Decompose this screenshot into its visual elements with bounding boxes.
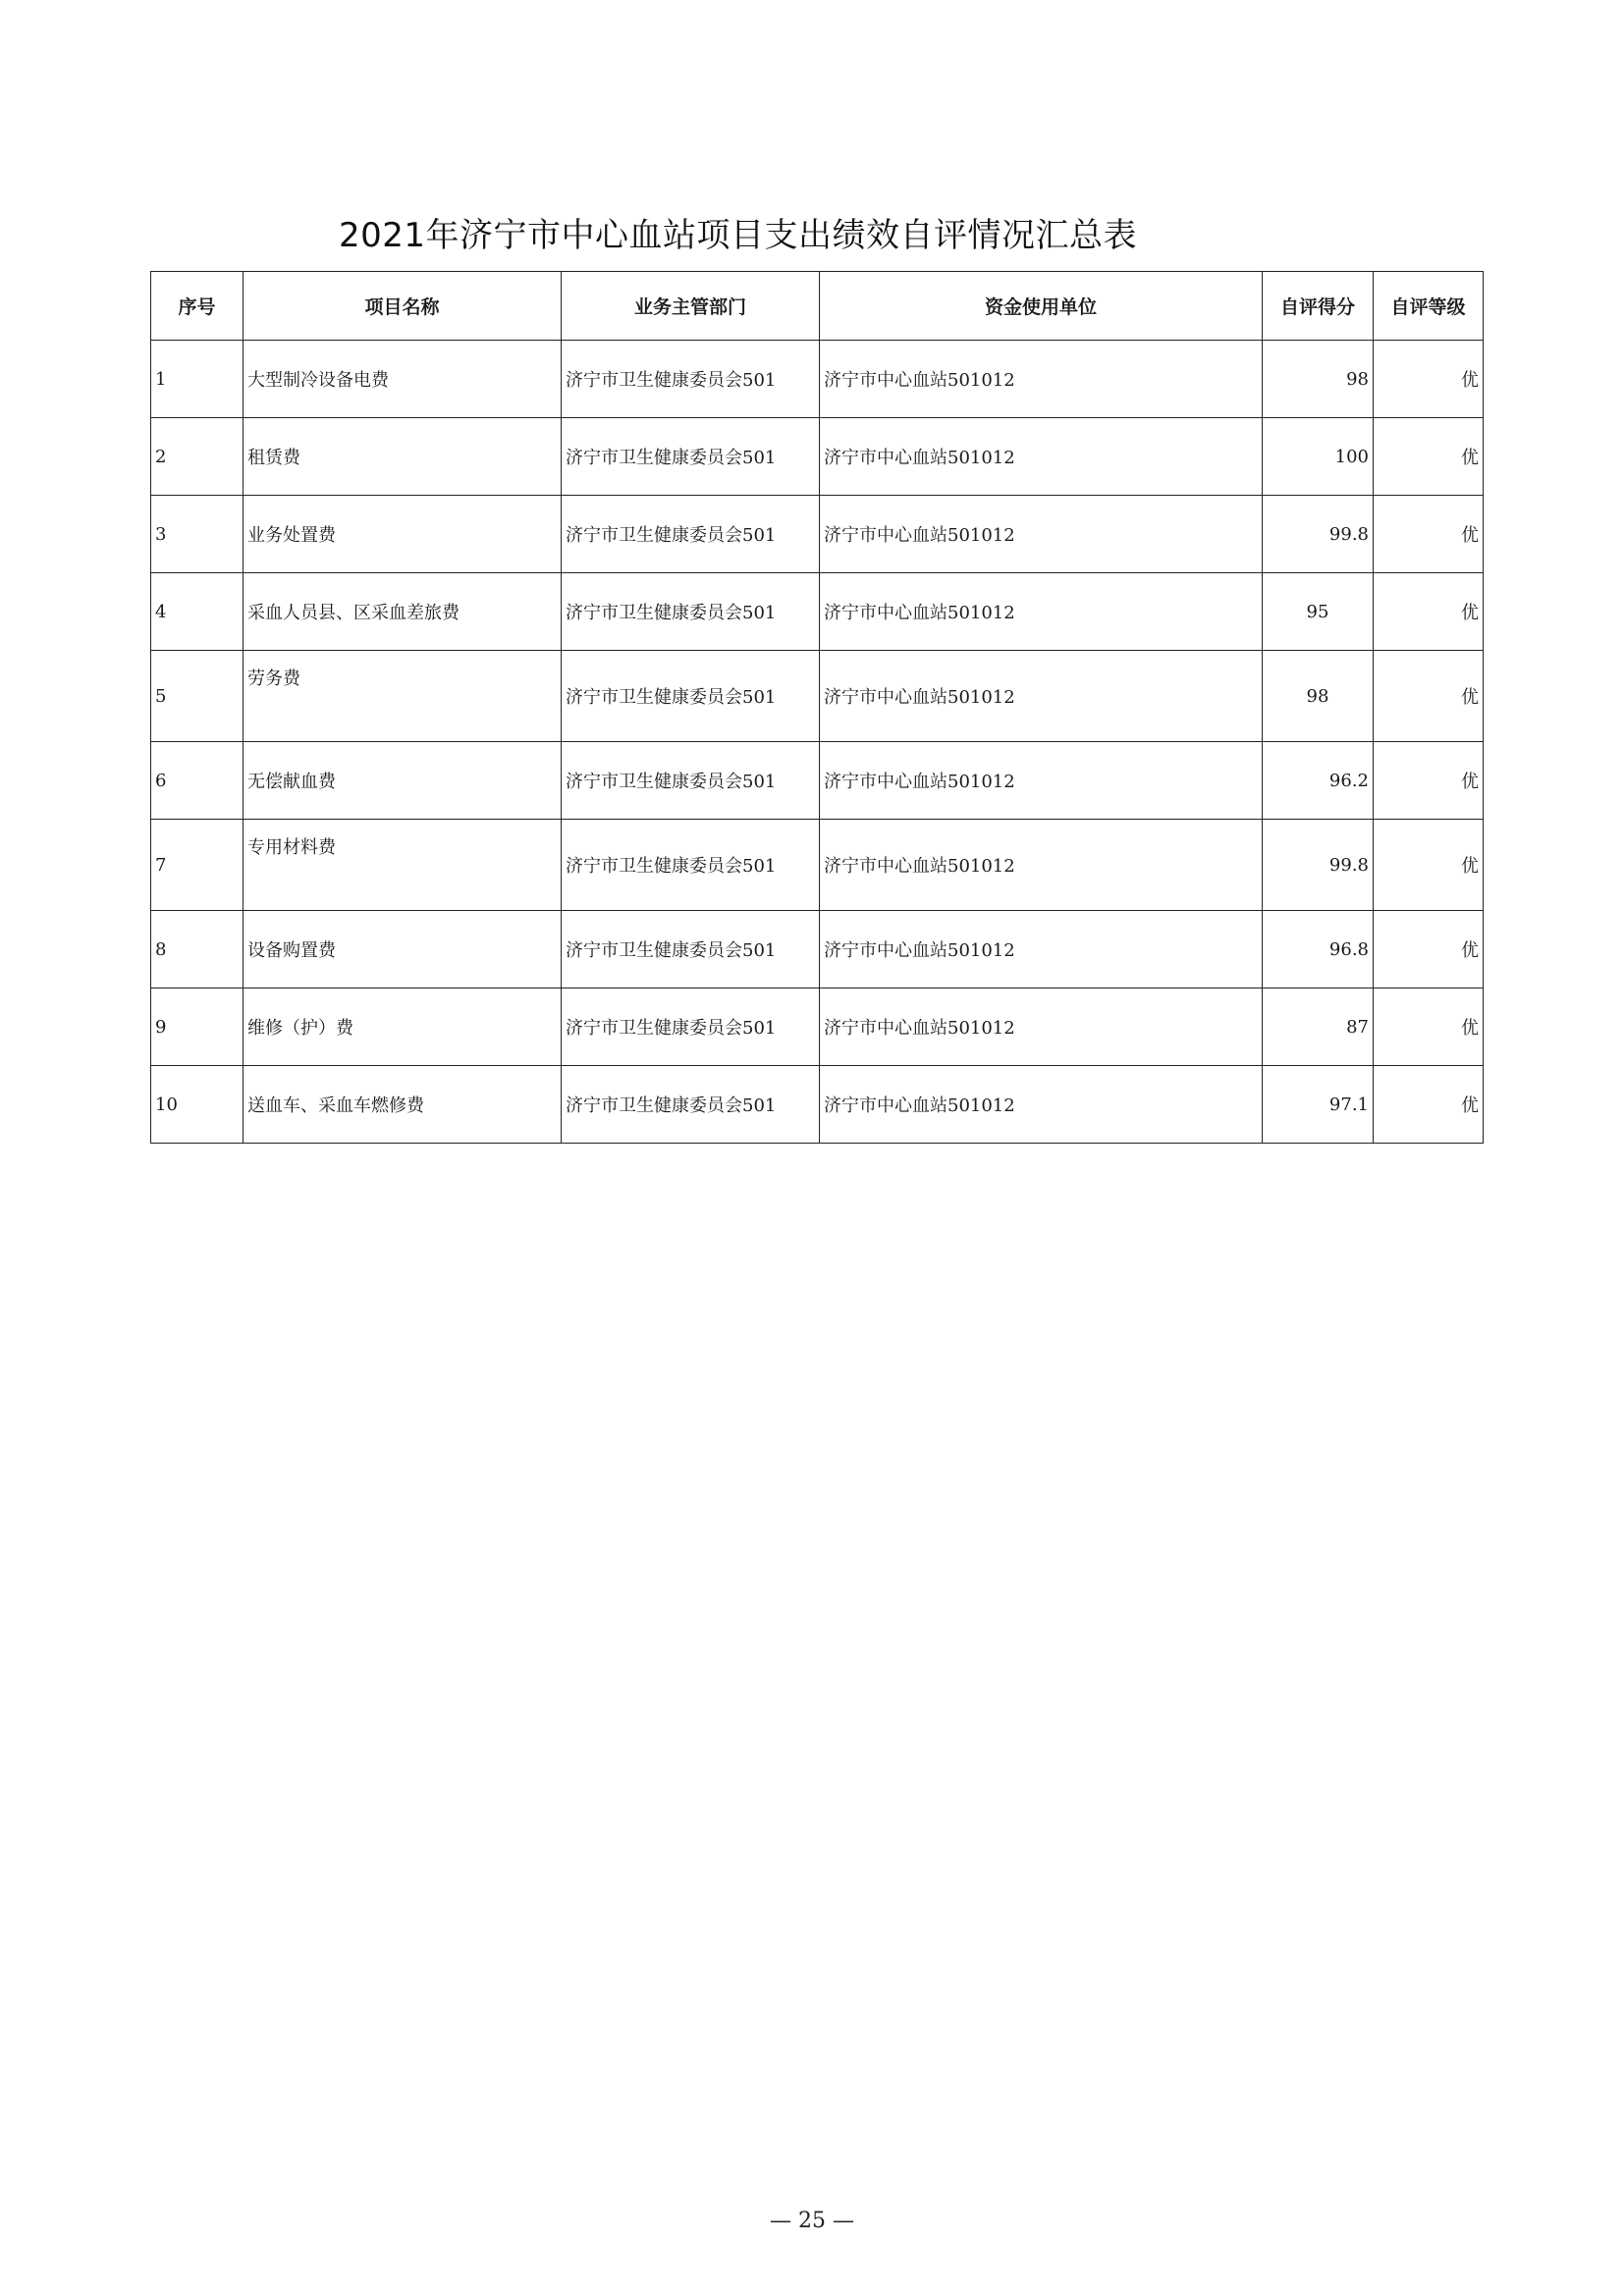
cell-score: 99.8 bbox=[1263, 496, 1374, 573]
cell-no: 9 bbox=[151, 988, 244, 1066]
cell-fund-unit: 济宁市中心血站501012 bbox=[820, 418, 1263, 496]
cell-project-name: 专用材料费 bbox=[244, 820, 562, 911]
cell-project-name: 维修（护）费 bbox=[244, 988, 562, 1066]
cell-project-name: 大型制冷设备电费 bbox=[244, 341, 562, 418]
table-row bbox=[151, 496, 1484, 573]
table-header-row bbox=[151, 272, 1484, 341]
table-row bbox=[151, 418, 1484, 496]
cell-no: 8 bbox=[151, 911, 244, 988]
cell-project-name: 设备购置费 bbox=[244, 911, 562, 988]
summary-table bbox=[150, 271, 1484, 1144]
header-grade: 自评等级 bbox=[1374, 272, 1484, 341]
cell-grade: 优 bbox=[1374, 573, 1484, 651]
cell-score: 96.8 bbox=[1263, 911, 1374, 988]
cell-grade: 优 bbox=[1374, 496, 1484, 573]
table-row bbox=[151, 651, 1484, 742]
cell-project-name: 无偿献血费 bbox=[244, 742, 562, 820]
cell-no: 10 bbox=[151, 1066, 244, 1144]
cell-grade: 优 bbox=[1374, 341, 1484, 418]
cell-grade: 优 bbox=[1374, 911, 1484, 988]
header-fund-unit: 资金使用单位 bbox=[820, 272, 1263, 341]
table-row bbox=[151, 911, 1484, 988]
cell-score: 87 bbox=[1263, 988, 1374, 1066]
cell-project-name: 送血车、采血车燃修费 bbox=[244, 1066, 562, 1144]
cell-department: 济宁市卫生健康委员会501 bbox=[562, 418, 820, 496]
header-project-name: 项目名称 bbox=[244, 272, 562, 341]
cell-no: 4 bbox=[151, 573, 244, 651]
cell-fund-unit: 济宁市中心血站501012 bbox=[820, 742, 1263, 820]
cell-grade: 优 bbox=[1374, 742, 1484, 820]
cell-department: 济宁市卫生健康委员会501 bbox=[562, 341, 820, 418]
cell-no: 1 bbox=[151, 341, 244, 418]
cell-fund-unit: 济宁市中心血站501012 bbox=[820, 573, 1263, 651]
cell-score: 98 bbox=[1263, 651, 1374, 742]
cell-fund-unit: 济宁市中心血站501012 bbox=[820, 988, 1263, 1066]
header-no: 序号 bbox=[151, 272, 244, 341]
table-row bbox=[151, 820, 1484, 911]
cell-department: 济宁市卫生健康委员会501 bbox=[562, 1066, 820, 1144]
cell-project-name: 劳务费 bbox=[244, 651, 562, 742]
cell-score: 100 bbox=[1263, 418, 1374, 496]
cell-fund-unit: 济宁市中心血站501012 bbox=[820, 911, 1263, 988]
cell-no: 2 bbox=[151, 418, 244, 496]
cell-department: 济宁市卫生健康委员会501 bbox=[562, 988, 820, 1066]
cell-fund-unit: 济宁市中心血站501012 bbox=[820, 820, 1263, 911]
cell-fund-unit: 济宁市中心血站501012 bbox=[820, 496, 1263, 573]
cell-no: 7 bbox=[151, 820, 244, 911]
cell-department: 济宁市卫生健康委员会501 bbox=[562, 742, 820, 820]
header-department: 业务主管部门 bbox=[562, 272, 820, 341]
cell-department: 济宁市卫生健康委员会501 bbox=[562, 651, 820, 742]
cell-department: 济宁市卫生健康委员会501 bbox=[562, 496, 820, 573]
cell-score: 95 bbox=[1263, 573, 1374, 651]
table-row bbox=[151, 573, 1484, 651]
table-row bbox=[151, 1066, 1484, 1144]
header-score: 自评得分 bbox=[1263, 272, 1374, 341]
cell-grade: 优 bbox=[1374, 651, 1484, 742]
cell-department: 济宁市卫生健康委员会501 bbox=[562, 911, 820, 988]
table-row bbox=[151, 742, 1484, 820]
cell-project-name: 租赁费 bbox=[244, 418, 562, 496]
cell-score: 98 bbox=[1263, 341, 1374, 418]
cell-no: 3 bbox=[151, 496, 244, 573]
page-number: — 25 — bbox=[770, 2209, 854, 2233]
cell-grade: 优 bbox=[1374, 988, 1484, 1066]
cell-fund-unit: 济宁市中心血站501012 bbox=[820, 651, 1263, 742]
cell-score: 99.8 bbox=[1263, 820, 1374, 911]
cell-department: 济宁市卫生健康委员会501 bbox=[562, 573, 820, 651]
cell-score: 97.1 bbox=[1263, 1066, 1374, 1144]
page-title: 2021年济宁市中心血站项目支出绩效自评情况汇总表 bbox=[339, 216, 1138, 255]
cell-department: 济宁市卫生健康委员会501 bbox=[562, 820, 820, 911]
cell-grade: 优 bbox=[1374, 820, 1484, 911]
table-row bbox=[151, 988, 1484, 1066]
cell-score: 96.2 bbox=[1263, 742, 1374, 820]
cell-fund-unit: 济宁市中心血站501012 bbox=[820, 1066, 1263, 1144]
cell-no: 6 bbox=[151, 742, 244, 820]
cell-grade: 优 bbox=[1374, 418, 1484, 496]
cell-project-name: 业务处置费 bbox=[244, 496, 562, 573]
cell-grade: 优 bbox=[1374, 1066, 1484, 1144]
cell-fund-unit: 济宁市中心血站501012 bbox=[820, 341, 1263, 418]
table-row bbox=[151, 341, 1484, 418]
cell-no: 5 bbox=[151, 651, 244, 742]
cell-project-name: 采血人员县、区采血差旅费 bbox=[244, 573, 562, 651]
